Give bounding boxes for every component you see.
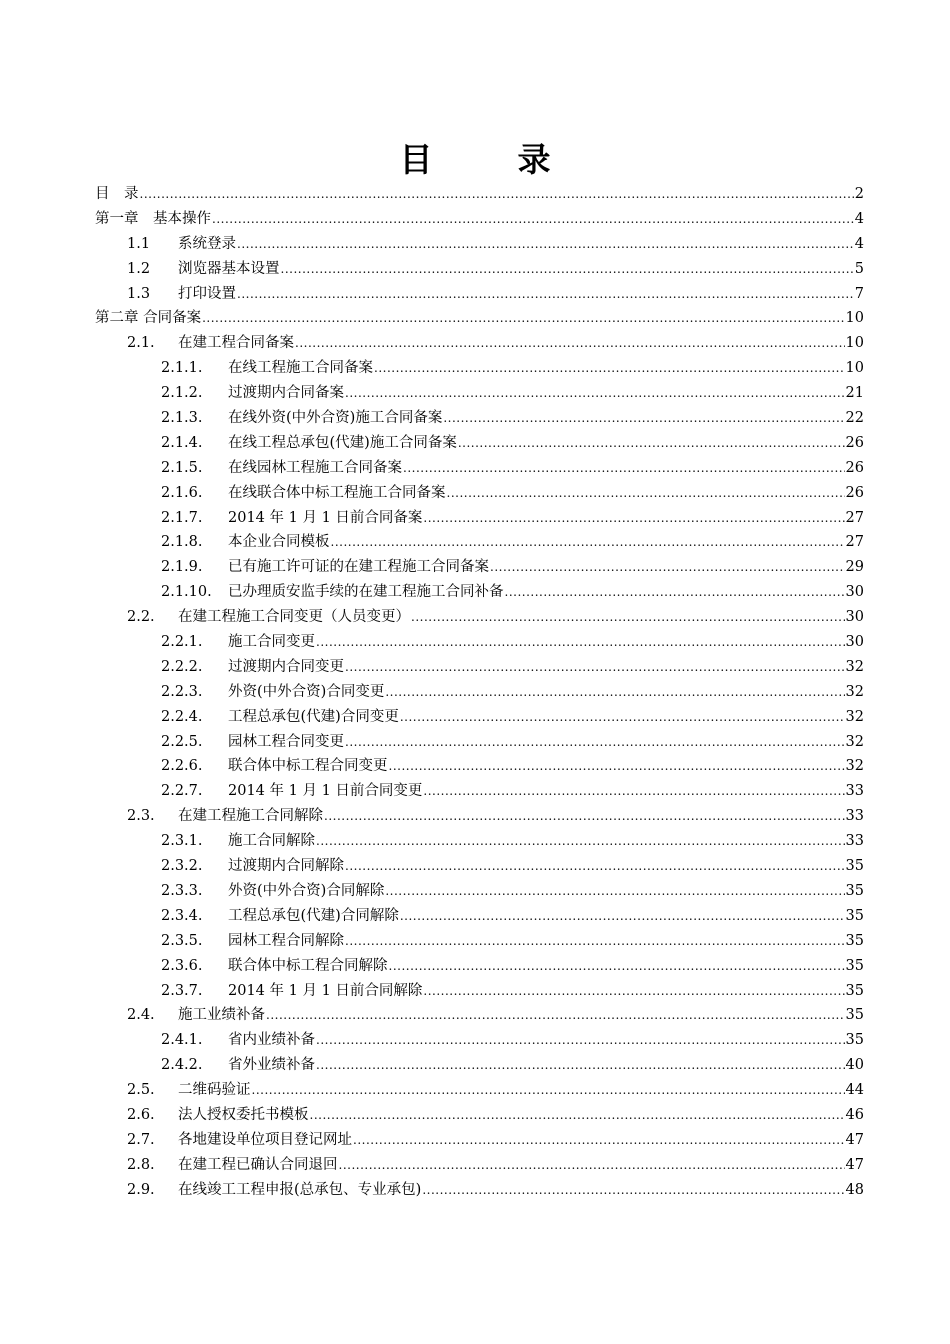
page-title: 目 录 bbox=[399, 140, 577, 179]
toc-entry-page: 33 bbox=[845, 833, 864, 850]
toc-entry-page: 21 bbox=[845, 385, 864, 402]
toc-entry-title: 系统登录 bbox=[178, 235, 236, 252]
toc-dot-leader bbox=[237, 286, 854, 302]
toc-entry-number: 2.1.10. bbox=[161, 584, 212, 601]
toc-entry[interactable] bbox=[95, 730, 864, 755]
toc-entry-page: 35 bbox=[845, 982, 864, 999]
toc-entry-title: 外资(中外合资)合同变更 bbox=[228, 683, 385, 700]
toc-entry[interactable] bbox=[95, 306, 864, 331]
toc-entry[interactable] bbox=[95, 1053, 864, 1078]
toc-entry[interactable] bbox=[95, 1028, 864, 1053]
toc-entry-number: 2.3.4. bbox=[161, 907, 203, 924]
toc-entry[interactable] bbox=[95, 1078, 864, 1103]
toc-dot-leader bbox=[212, 211, 854, 227]
toc-entry[interactable] bbox=[95, 630, 864, 655]
toc-dot-leader bbox=[281, 261, 854, 277]
toc-entry-page: 32 bbox=[845, 658, 864, 675]
toc-entry[interactable] bbox=[95, 381, 864, 406]
toc-entry[interactable] bbox=[95, 779, 864, 804]
toc-entry-number: 2.1.4. bbox=[161, 434, 203, 451]
toc-entry[interactable] bbox=[95, 406, 864, 431]
toc-dot-leader bbox=[295, 335, 845, 351]
toc-dot-leader bbox=[345, 385, 845, 401]
toc-entry-number: 2.1.2. bbox=[161, 385, 203, 402]
toc-entry[interactable] bbox=[95, 879, 864, 904]
toc-entry-page: 44 bbox=[845, 1082, 864, 1099]
toc-entry-number: 2.1.9. bbox=[161, 559, 203, 576]
toc-entry-page: 10 bbox=[845, 310, 864, 327]
toc-entry-title: 园林工程合同解除 bbox=[228, 932, 344, 949]
toc-entry-number: 2.1.1. bbox=[161, 360, 203, 377]
toc-entry-number: 2.3.1. bbox=[161, 833, 203, 850]
toc-entry[interactable] bbox=[95, 331, 864, 356]
toc-entry-title: 在建工程施工合同变更（人员变更） bbox=[178, 609, 410, 626]
toc-dot-leader bbox=[140, 186, 854, 202]
toc-entry-page: 5 bbox=[854, 260, 864, 277]
toc-entry-title: 在线竣工工程申报(总承包、专业承包) bbox=[178, 1181, 422, 1198]
toc-dot-leader bbox=[345, 659, 845, 675]
toc-entry-page: 7 bbox=[854, 285, 864, 302]
toc-entry[interactable] bbox=[95, 655, 864, 680]
toc-entry-title: 在线园林工程施工合同备案 bbox=[228, 459, 402, 476]
toc-entry-title: 省内业绩补备 bbox=[228, 1032, 315, 1049]
toc-entry[interactable] bbox=[95, 580, 864, 605]
toc-entry-page: 10 bbox=[845, 360, 864, 377]
toc-entry-number: 2.3.3. bbox=[161, 882, 203, 899]
toc-entry-title: 2014 年 1 月 1 日前合同备案 bbox=[228, 509, 423, 526]
toc-entry-page: 27 bbox=[845, 509, 864, 526]
toc-entry-number: 2.3.6. bbox=[161, 957, 203, 974]
toc-entry[interactable] bbox=[95, 1153, 864, 1178]
toc-entry-title: 施工合同变更 bbox=[228, 634, 315, 651]
toc-entry-title: 过渡期内合同解除 bbox=[228, 858, 344, 875]
toc-entry-title: 外资(中外合资)合同解除 bbox=[228, 882, 385, 899]
toc-entry-title: 过渡期内合同变更 bbox=[228, 658, 344, 675]
toc-dot-leader bbox=[403, 460, 845, 476]
toc-entry[interactable] bbox=[95, 481, 864, 506]
toc-entry-number: 2.1. bbox=[127, 335, 155, 352]
toc-entry-page: 26 bbox=[845, 484, 864, 501]
toc-entry[interactable] bbox=[95, 530, 864, 555]
toc-entry-title: 2014 年 1 月 1 日前合同变更 bbox=[228, 783, 423, 800]
toc-entry-title: 在线工程施工合同备案 bbox=[228, 360, 373, 377]
toc-entry-title: 打印设置 bbox=[178, 285, 236, 302]
toc-entry-number: 2.1.6. bbox=[161, 484, 203, 501]
toc-entry-number: 2.1.8. bbox=[161, 534, 203, 551]
toc-entry-page: 48 bbox=[845, 1181, 864, 1198]
toc-entry[interactable] bbox=[95, 854, 864, 879]
toc-entry-title: 在线工程总承包(代建)施工合同备案 bbox=[228, 434, 457, 451]
toc-entry[interactable] bbox=[95, 555, 864, 580]
toc-entry[interactable] bbox=[95, 829, 864, 854]
toc-entry-title: 园林工程合同变更 bbox=[228, 733, 344, 750]
toc-entry-title: 施工业绩补备 bbox=[178, 1007, 265, 1024]
toc-entry-page: 33 bbox=[845, 808, 864, 825]
toc-entry-page: 26 bbox=[845, 434, 864, 451]
toc-entry-title: 联合体中标工程合同变更 bbox=[228, 758, 388, 775]
toc-entry-title: 过渡期内合同备案 bbox=[228, 385, 344, 402]
toc-dot-leader bbox=[316, 634, 845, 650]
toc-dot-leader bbox=[345, 734, 845, 750]
toc-entry-number: 2.4.2. bbox=[161, 1057, 203, 1074]
toc-entry-page: 4 bbox=[854, 235, 864, 252]
toc-entry-page: 32 bbox=[845, 733, 864, 750]
toc-dot-leader bbox=[345, 933, 845, 949]
toc-entry-number: 2.2.5. bbox=[161, 733, 203, 750]
toc-entry[interactable] bbox=[95, 705, 864, 730]
toc-entry-page: 29 bbox=[845, 559, 864, 576]
toc-entry[interactable] bbox=[95, 506, 864, 531]
toc-entry-title: 浏览器基本设置 bbox=[178, 260, 280, 277]
toc-entry-number: 2.3. bbox=[127, 808, 155, 825]
toc-entry[interactable] bbox=[95, 232, 864, 257]
toc-entry-title: 2014 年 1 月 1 日前合同解除 bbox=[228, 982, 423, 999]
toc-dot-leader bbox=[339, 1157, 845, 1173]
toc-entry-number: 2.1.5. bbox=[161, 459, 203, 476]
toc-entry-page: 10 bbox=[845, 335, 864, 352]
toc-entry-title: 在线联合体中标工程施工合同备案 bbox=[228, 484, 446, 501]
toc-entry-number: 1.2 bbox=[127, 260, 151, 277]
toc-entry-number: 2.1.7. bbox=[161, 509, 203, 526]
toc-entry-number: 2.9. bbox=[127, 1181, 155, 1198]
toc-entry-page: 30 bbox=[845, 609, 864, 626]
toc-entry[interactable] bbox=[95, 605, 864, 630]
toc-entry-page: 47 bbox=[845, 1131, 864, 1148]
toc-dot-leader bbox=[316, 833, 845, 849]
toc-dot-leader bbox=[385, 684, 844, 700]
toc-dot-leader bbox=[423, 510, 844, 526]
toc-entry-page: 30 bbox=[845, 584, 864, 601]
toc-entry-number: 2.1.3. bbox=[161, 410, 203, 427]
toc-dot-leader bbox=[423, 783, 844, 799]
toc-entry[interactable] bbox=[95, 282, 864, 307]
toc-entry-page: 4 bbox=[854, 210, 864, 227]
toc-entry-page: 35 bbox=[845, 932, 864, 949]
toc-entry-number: 2.7. bbox=[127, 1131, 155, 1148]
toc-dot-leader bbox=[252, 1082, 845, 1098]
toc-dot-leader bbox=[385, 883, 844, 899]
toc-entry-page: 32 bbox=[845, 708, 864, 725]
toc-entry-page: 35 bbox=[845, 957, 864, 974]
toc-entry[interactable] bbox=[95, 207, 864, 232]
toc-entry-title: 本企业合同模板 bbox=[228, 534, 330, 551]
toc-dot-leader bbox=[266, 1007, 845, 1023]
toc-dot-leader bbox=[422, 1182, 844, 1198]
toc-entry-title: 已有施工许可证的在建工程施工合同备案 bbox=[228, 559, 489, 576]
toc-entry-number: 2.4.1. bbox=[161, 1032, 203, 1049]
toc-entry-title: 施工合同解除 bbox=[228, 833, 315, 850]
table-of-contents bbox=[95, 182, 864, 1203]
toc-entry-page: 30 bbox=[845, 634, 864, 651]
toc-entry-number: 1.1 bbox=[127, 235, 151, 252]
toc-entry-number: 2.2. bbox=[127, 609, 155, 626]
toc-entry-page: 22 bbox=[845, 410, 864, 427]
toc-entry-number: 2.3.5. bbox=[161, 932, 203, 949]
toc-entry-number: 2.2.3. bbox=[161, 683, 203, 700]
toc-entry[interactable] bbox=[95, 680, 864, 705]
toc-entry[interactable] bbox=[95, 456, 864, 481]
toc-entry-title: 第二章 合同备案 bbox=[95, 310, 202, 327]
toc-dot-leader bbox=[316, 1032, 845, 1048]
toc-entry-title: 已办理质安监手续的在建工程施工合同补备 bbox=[228, 584, 504, 601]
toc-dot-leader bbox=[353, 1132, 845, 1148]
toc-dot-leader bbox=[490, 559, 845, 575]
toc-entry[interactable] bbox=[95, 979, 864, 1004]
toc-entry-number: 2.8. bbox=[127, 1156, 155, 1173]
toc-dot-leader bbox=[345, 858, 845, 874]
toc-dot-leader bbox=[400, 908, 845, 924]
toc-dot-leader bbox=[447, 485, 845, 501]
toc-entry[interactable] bbox=[95, 929, 864, 954]
toc-entry-title: 法人授权委托书模板 bbox=[178, 1106, 309, 1123]
toc-entry-title: 省外业绩补备 bbox=[228, 1057, 315, 1074]
toc-dot-leader bbox=[316, 1057, 845, 1073]
toc-entry-number: 1.3 bbox=[127, 285, 151, 302]
toc-dot-leader bbox=[237, 236, 854, 252]
toc-entry-title: 工程总承包(代建)合同变更 bbox=[228, 708, 399, 725]
toc-entry-number: 2.2.2. bbox=[161, 658, 203, 675]
toc-entry-page: 35 bbox=[845, 858, 864, 875]
toc-dot-leader bbox=[374, 360, 845, 376]
toc-dot-leader bbox=[324, 808, 845, 824]
toc-entry-page: 2 bbox=[854, 186, 864, 202]
toc-entry[interactable] bbox=[95, 954, 864, 979]
toc-entry-page: 32 bbox=[845, 758, 864, 775]
toc-entry[interactable] bbox=[95, 804, 864, 829]
toc-entry[interactable] bbox=[95, 257, 864, 282]
toc-entry[interactable] bbox=[95, 431, 864, 456]
toc-entry[interactable] bbox=[95, 904, 864, 929]
toc-entry-page: 32 bbox=[845, 683, 864, 700]
toc-entry-page: 35 bbox=[845, 882, 864, 899]
toc-dot-leader bbox=[443, 410, 844, 426]
toc-dot-leader bbox=[389, 758, 845, 774]
toc-entry-title: 在建工程已确认合同退回 bbox=[178, 1156, 338, 1173]
toc-entry-title: 工程总承包(代建)合同解除 bbox=[228, 907, 399, 924]
toc-entry-page: 33 bbox=[845, 783, 864, 800]
toc-dot-leader bbox=[331, 534, 845, 550]
toc-entry-page: 47 bbox=[845, 1156, 864, 1173]
toc-entry-number: 2.2.4. bbox=[161, 708, 203, 725]
toc-dot-leader bbox=[202, 310, 844, 326]
toc-entry[interactable] bbox=[95, 1103, 864, 1128]
toc-entry-page: 26 bbox=[845, 459, 864, 476]
toc-entry-page: 27 bbox=[845, 534, 864, 551]
toc-entry-page: 40 bbox=[845, 1057, 864, 1074]
toc-entry[interactable] bbox=[95, 754, 864, 779]
toc-entry-number: 2.4. bbox=[127, 1007, 155, 1024]
toc-entry-page: 46 bbox=[845, 1106, 864, 1123]
toc-entry-title: 在建工程施工合同解除 bbox=[178, 808, 323, 825]
toc-entry[interactable] bbox=[95, 1178, 864, 1203]
toc-entry-page: 35 bbox=[845, 1007, 864, 1024]
toc-entry[interactable] bbox=[95, 356, 864, 381]
toc-entry-title: 二维码验证 bbox=[178, 1082, 251, 1099]
toc-entry-title: 第一章 基本操作 bbox=[95, 210, 211, 227]
toc-entry-title: 各地建设单位项目登记网址 bbox=[178, 1131, 352, 1148]
toc-entry[interactable] bbox=[95, 182, 864, 207]
toc-entry-title: 目 录 bbox=[95, 186, 139, 202]
toc-dot-leader bbox=[310, 1107, 845, 1123]
toc-entry-title: 在建工程合同备案 bbox=[178, 335, 294, 352]
toc-dot-leader bbox=[505, 584, 845, 600]
toc-entry-page: 35 bbox=[845, 907, 864, 924]
toc-dot-leader bbox=[458, 435, 845, 451]
toc-entry-number: 2.6. bbox=[127, 1106, 155, 1123]
toc-entry[interactable] bbox=[95, 1128, 864, 1153]
toc-dot-leader bbox=[389, 958, 845, 974]
toc-entry-number: 2.3.2. bbox=[161, 858, 203, 875]
toc-entry-number: 2.2.6. bbox=[161, 758, 203, 775]
toc-entry-number: 2.3.7. bbox=[161, 982, 203, 999]
toc-dot-leader bbox=[423, 983, 844, 999]
toc-entry-title: 联合体中标工程合同解除 bbox=[228, 957, 388, 974]
toc-dot-leader bbox=[411, 609, 845, 625]
toc-entry-page: 35 bbox=[845, 1032, 864, 1049]
toc-entry-title: 在线外资(中外合资)施工合同备案 bbox=[228, 410, 443, 427]
toc-entry[interactable] bbox=[95, 1003, 864, 1028]
toc-entry-number: 2.2.1. bbox=[161, 634, 203, 651]
toc-dot-leader bbox=[400, 709, 845, 725]
toc-entry-number: 2.5. bbox=[127, 1082, 155, 1099]
toc-entry-number: 2.2.7. bbox=[161, 783, 203, 800]
